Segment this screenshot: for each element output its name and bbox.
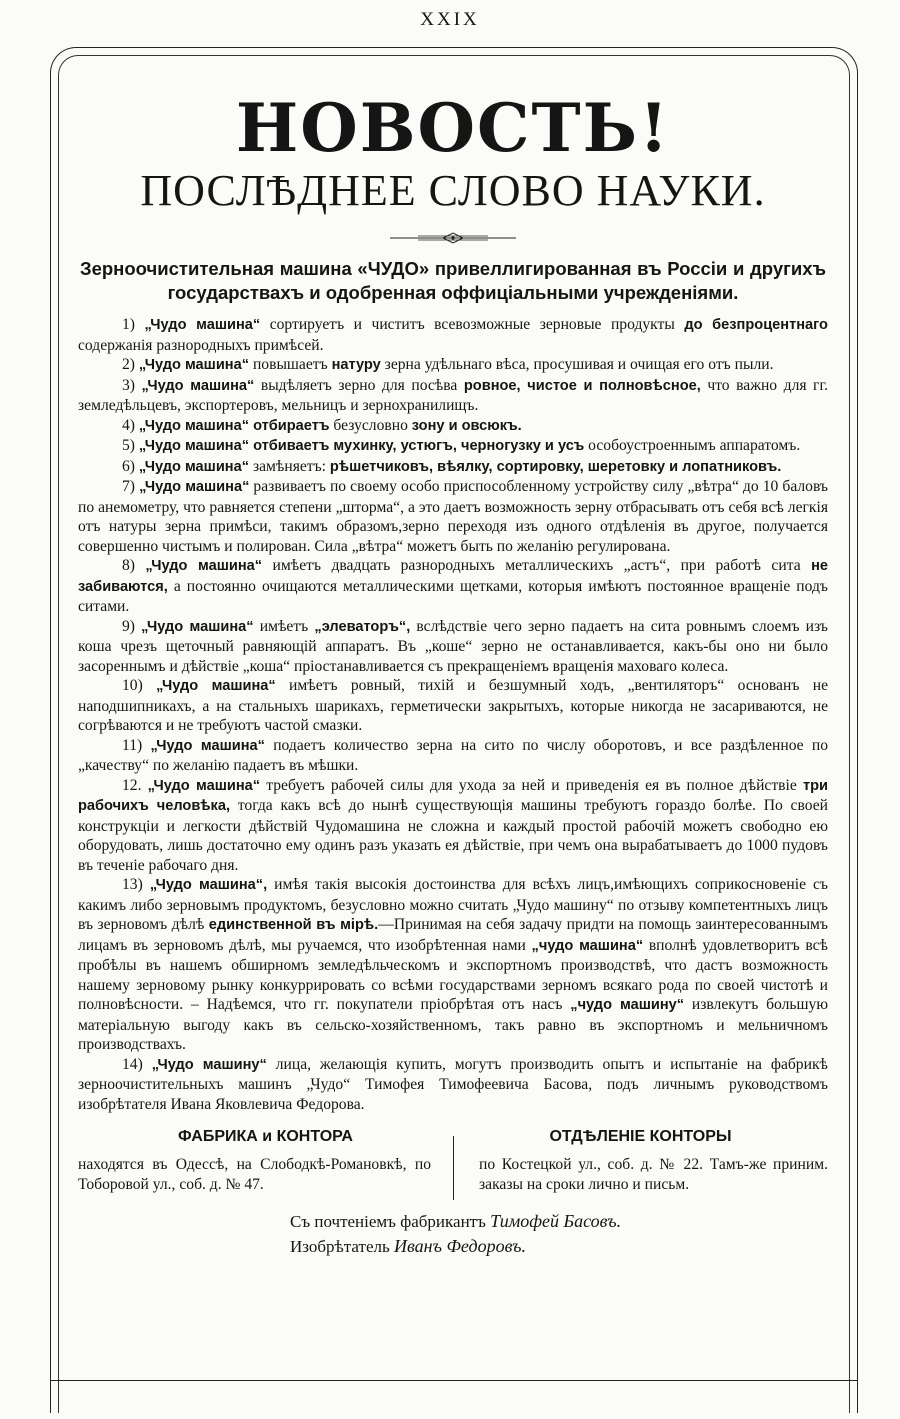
- emphasis-text: три рабочихъ человѣка,: [78, 777, 828, 814]
- emphasis-text: рѣшетчиковъ, вѣялку, сортировку, шеретовку и лопатниковъ.: [329, 458, 782, 475]
- emphasis-text: зону и овсюкъ.: [411, 417, 522, 434]
- emphasis-text: „Чудо машина“ отбираетъ: [138, 417, 330, 434]
- item-text: особоустроеннымъ аппаратомъ.: [584, 437, 801, 454]
- page-number: XXIX: [420, 9, 480, 30]
- item-text: 2): [122, 356, 139, 373]
- item-text: сортируетъ и чиститъ всевозможные зерновые продукты: [260, 316, 685, 333]
- item-text: 1): [122, 316, 145, 333]
- branch-address: по Костецкой ул., соб. д. № 22. Тамъ-же приним. заказы на сроки лично и письм.: [479, 1156, 828, 1193]
- emphasis-text: до безпроцентнаго: [684, 317, 828, 333]
- emphasis-text: „Чудо машина“: [139, 479, 250, 495]
- feature-item: [78, 315, 828, 355]
- branch-column: [453, 1128, 828, 1195]
- item-text: лица, желающія купить, могутъ производить опытъ и испытаніе на фабрикѣ зерноочистительныхъ машинъ „Чудо“ Тимофея Тимофеевича Басова, подъ личнымъ руководствомъ изобрѣтателя Ивана Яковлевича Федорова.: [78, 1055, 828, 1113]
- item-text: замѣняетъ:: [249, 457, 330, 475]
- intro-heading: Зерноочистительная машина «ЧУДО» привеллигированная въ Россіи и другихъ государствахъ и одобренная оффиціальными учрежденіями.: [80, 258, 826, 303]
- emphasis-text: „Чудо машина“: [138, 357, 250, 373]
- item-text: требуетъ рабочей силы для ухода за ней и приведенія ея въ полное дѣйствіе: [260, 776, 803, 794]
- feature-item: [78, 875, 828, 1055]
- emphasis-text: „чудо машину“: [570, 997, 685, 1013]
- emphasis-text: „Чудо машина“ отбиваетъ мухинку, устюгъ, черногузку и усъ: [138, 438, 585, 454]
- ornament-divider: [388, 231, 518, 245]
- emphasis-text: „Чудо машина“: [145, 558, 263, 574]
- emphasis-text: ровное, чистое и полновѣсное,: [463, 377, 701, 394]
- item-text: 12.: [122, 776, 148, 794]
- item-text: 10): [122, 677, 157, 694]
- emphasis-text: „Чудо машина“,: [149, 877, 268, 893]
- factory-column: [78, 1128, 453, 1195]
- item-text: повышаетъ: [249, 356, 332, 373]
- inventor-label: Изобрѣтатель: [290, 1237, 390, 1256]
- feature-item: [78, 416, 828, 437]
- bottom-rule: [50, 1380, 858, 1381]
- feature-item: [78, 376, 828, 416]
- inventor-signature: [290, 1234, 828, 1259]
- item-text: 13): [122, 876, 150, 893]
- item-text: 5): [122, 437, 139, 454]
- item-text: выдѣляетъ зерно для посѣва: [254, 376, 464, 394]
- feature-item: [78, 617, 828, 677]
- feature-item: [78, 676, 828, 736]
- item-text: имѣетъ двадцать разнородныхъ металлическихъ „астъ“, при работѣ сита: [262, 557, 812, 574]
- item-text: 7): [122, 478, 140, 495]
- item-text: что важно для гг. земледѣльцевъ, экспортеровъ, мельницъ и зернохранилищъ.: [78, 376, 828, 414]
- item-text: имѣя такія высокія достоинства для всѣхъ лицъ,имѣющихъ соприкосновеніе съ какимъ либо зерновымъ продуктомъ, безусловно можно считать „Чудо машину“ по отзыву компетентныхъ лицъ въ зерновомъ дѣлѣ: [78, 876, 828, 933]
- manufacturer-signature: [290, 1209, 828, 1234]
- emphasis-text: „Чудо машина“: [156, 678, 276, 694]
- item-text: 8): [122, 557, 146, 574]
- headline: НОВОСТЬ!: [235, 89, 671, 167]
- emphasis-text: „элеваторъ“,: [314, 618, 411, 635]
- feature-list: [78, 315, 828, 1114]
- item-text: имѣетъ: [253, 617, 315, 635]
- item-text: безусловно: [329, 416, 412, 434]
- signatures: [290, 1209, 828, 1259]
- item-text: 3): [122, 376, 142, 394]
- item-text: тогда какъ всѣ до нынѣ существующія машины требуютъ гораздо болѣе. По своей конструкціи и легкости дѣйствій Чудомашина не сложна и каждый простой рабочій можетъ свободно ею оборудовать, лишь достаточно ему одинъ разъ указать ея дѣйствіе, при чемъ она вырабатываетъ до 1000 пудовъ въ теченіе рабочаго дня.: [78, 797, 828, 874]
- branch-title: ОТДѢЛЕНІЕ КОНТОРЫ: [549, 1128, 732, 1145]
- emphasis-text: „чудо машина“: [531, 937, 644, 954]
- feature-item: [78, 776, 828, 876]
- feature-item: [78, 355, 828, 376]
- addresses: [78, 1128, 828, 1195]
- item-text: вслѣдствіе чего зерно падаетъ на сита ровнымъ слоемъ изъ коша чрезъ щеточный равняющій аппаратъ. Въ „коше“ зерно не останавливается, какъ-бы оно ни было засореннымъ и дѣйствіе „коша“ пріостанавливается съ прекращеніемъ вращенія маховаго колеса.: [78, 617, 828, 675]
- emphasis-text: „Чудо машина“: [150, 737, 265, 754]
- item-text: подаетъ количество зерна на сито по числу оборотовъ, и все раздѣленное по „качеству“ по желанію падаетъ въ мѣшки.: [78, 736, 828, 774]
- manufacturer-name: Тимофей Басовъ.: [490, 1211, 622, 1231]
- item-text: извлекутъ большую матеріальную выгоду какъ въ сельско-хозяйственномъ, такъ равно въ экспортномъ и мельничномъ производствахъ.: [78, 996, 828, 1053]
- column-divider: [453, 1136, 454, 1200]
- emphasis-text: натуру: [331, 357, 381, 373]
- feature-item: [78, 736, 828, 776]
- emphasis-text: единственной въ мірѣ.: [208, 917, 379, 933]
- item-text: 11): [122, 736, 151, 754]
- item-text: 9): [122, 617, 142, 635]
- item-text: имѣетъ ровный, тихій и безшумный ходъ, „вентиляторъ“ основанъ не наподшипникахъ, а на стальныхъ шарикахъ, герметически закрытыхъ, которые никогда не засариваются, не согрѣваются и не требуютъ частой смазки.: [78, 677, 828, 734]
- factory-title: ФАБРИКА и КОНТОРА: [178, 1128, 353, 1145]
- emphasis-text: „Чудо машина“: [141, 618, 254, 635]
- item-text: 4): [122, 416, 139, 434]
- emphasis-text: „Чудо машина“: [138, 458, 250, 475]
- feature-item: [78, 477, 828, 556]
- item-text: —Принимая на себя задачу придти на помощь заинтересованнымъ лицамъ въ зерновомъ дѣлѣ, мы ручаемся, что изобрѣтенная нами: [78, 916, 828, 954]
- item-text: зерна удѣльнаго вѣса, просушивая и очищая его отъ пыли.: [380, 356, 774, 373]
- item-text: а постоянно очищаются металлическими щетками, которыя имѣютъ постоянное вращеніе подъ ситами.: [78, 577, 828, 615]
- inventor-name: Иванъ Федоровъ.: [393, 1236, 526, 1256]
- factory-address: находятся въ Одессѣ, на Слободкѣ-Романовкѣ, по Тоборовой ул., соб. д. № 47.: [78, 1156, 431, 1193]
- emphasis-text: „Чудо машину“: [151, 1056, 267, 1073]
- item-text: вполнѣ удовлетворитъ всѣ пробѣлы въ нашемъ обширномъ земледѣльческомъ и экспортномъ производствѣ, что дастъ возможность нашему зерновому рынку конкуррировать со всѣми государствами зерномъ всякаго рода по своей чистотѣ и полновѣсности. – Надѣемся, что гг. покупатели пріобрѣтая отъ насъ: [78, 936, 828, 1013]
- feature-item: [78, 436, 828, 457]
- subheadline: ПОСЛѢДНЕЕ СЛОВО НАУКИ.: [140, 166, 766, 215]
- feature-item: [78, 1055, 828, 1115]
- emphasis-text: не забиваются,: [78, 558, 828, 595]
- emphasis-text: „Чудо машина“: [141, 377, 255, 394]
- feature-item: [78, 556, 828, 617]
- advertisement-body: [78, 89, 828, 1259]
- item-text: 6): [122, 457, 139, 475]
- item-text: содержанія разнородныхъ примѣсей.: [78, 336, 324, 354]
- manufacturer-label: Съ почтеніемъ фабрикантъ: [290, 1212, 486, 1231]
- feature-item: [78, 457, 828, 478]
- item-text: развиваетъ по своему особо приспособленному устройству силу „вѣтра“ до 10 баловъ по анемометру, что равняется степени „шторма“, а это даетъ возможность зерну отбрасывать отъ себя всѣ легкія отъ натуры зерна примѣси, такимъ образомъ,зерно переходя изъ одного отдѣленія въ другое, получается совершенно чистымъ и полирован. Сила „вѣтра“ можетъ быть по желанію регулирована.: [78, 478, 828, 555]
- emphasis-text: „Чудо машина“: [147, 777, 261, 794]
- item-text: 14): [122, 1055, 152, 1073]
- emphasis-text: „Чудо машина“: [144, 317, 261, 333]
